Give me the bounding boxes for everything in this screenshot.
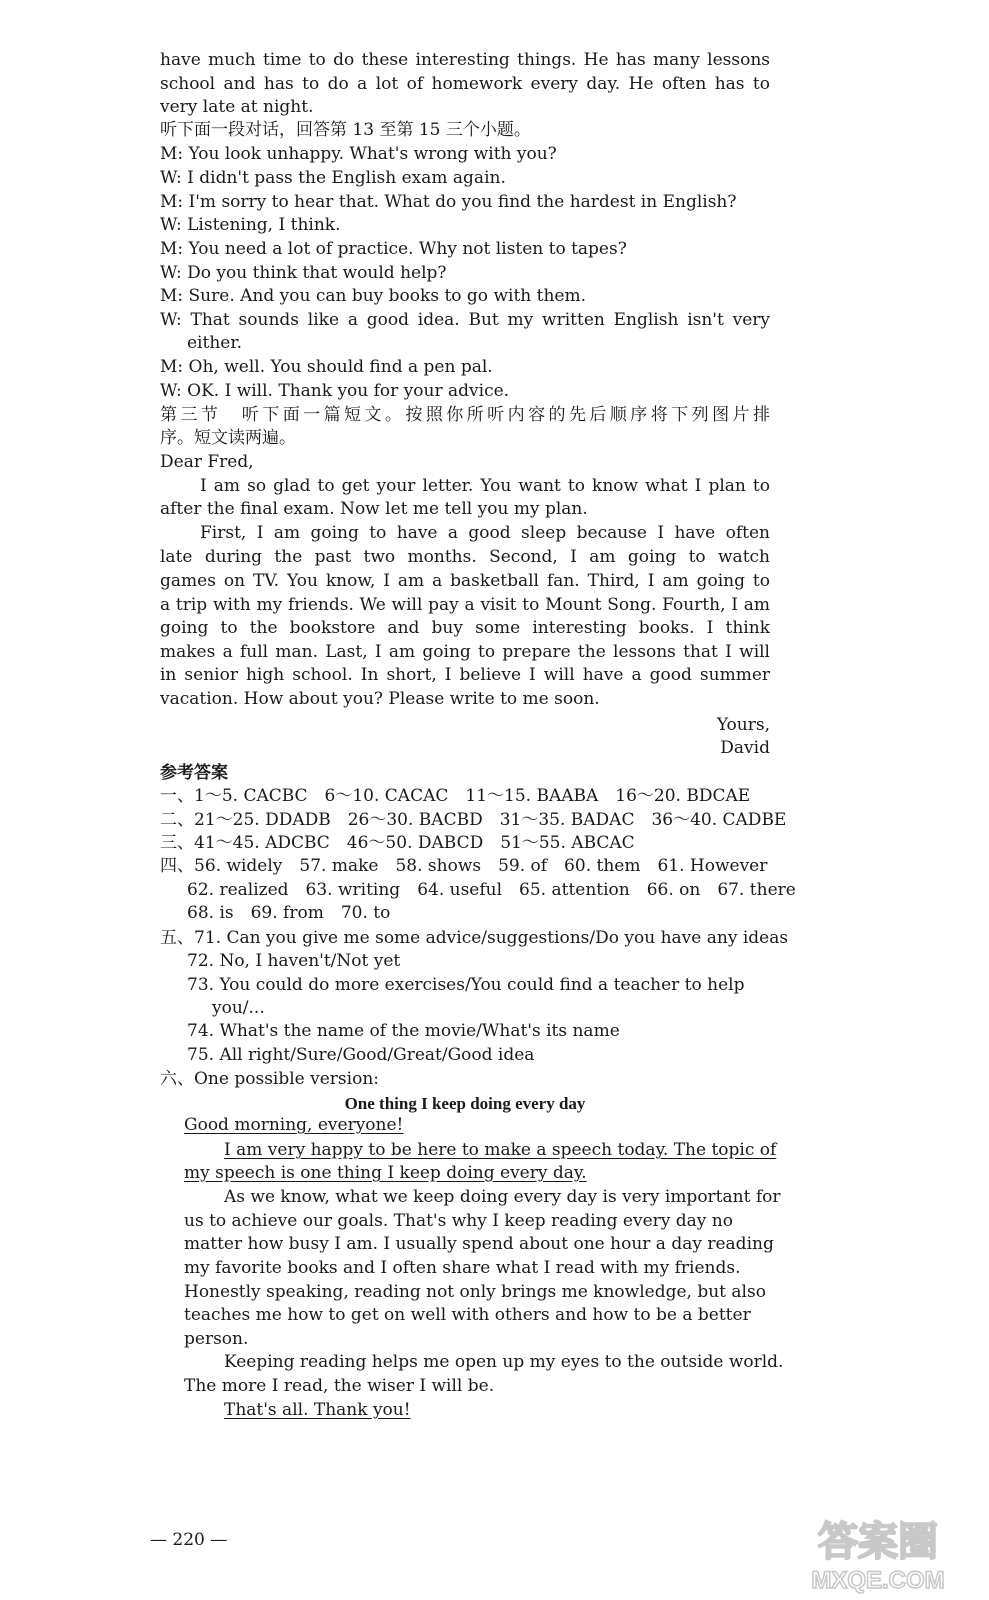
letter-line: First, I am going to have a good sleep because I have often	[200, 523, 770, 543]
letter-closing: Yours,	[716, 715, 770, 735]
essay-line: Good morning, everyone!	[184, 1115, 404, 1135]
essay-line: teaches me how to get on well with others and how to be a better	[184, 1305, 751, 1325]
watermark-logo	[778, 1510, 978, 1595]
letter-line: a trip with my friends. We will pay a visit to Mount Song. Fourth, I am	[160, 595, 770, 615]
answer-line: you/...	[212, 998, 265, 1018]
essay-line: person.	[184, 1329, 249, 1349]
essay-line: my speech is one thing I keep doing every day.	[184, 1163, 587, 1183]
essay-line: I am very happy to be here to make a speech today. The topic of	[224, 1140, 777, 1160]
essay-line: That's all. Thank you!	[224, 1400, 411, 1420]
page-number: — 220 —	[150, 1530, 228, 1550]
letter-signature: David	[720, 738, 770, 758]
answer-line: 74. What's the name of the movie/What's its name	[187, 1021, 620, 1041]
letter-line: games on TV. You know, I am a basketball fan. Third, I am going to	[160, 571, 770, 591]
essay-line: As we know, what we keep doing every day is very important for	[224, 1187, 781, 1207]
essay-line: my favorite books and I often share what I read with my friends.	[184, 1258, 741, 1278]
answer-line: 一、1～5. CACBC 6～10. CACAC 11～15. BAABA 16～20. BDCAE	[160, 786, 751, 806]
dialogue-line: either.	[187, 333, 243, 353]
dialogue-line: W: Listening, I think.	[160, 215, 341, 235]
section-instruction: 第三节 听下面一篇短文。按照你所听内容的先后顺序将下列图片排	[160, 405, 770, 425]
dialogue-line: W: I didn't pass the English exam again.	[160, 168, 506, 188]
letter-line: late during the past two months. Second, I am going to watch	[160, 547, 770, 567]
essay-line: The more I read, the wiser I will be.	[184, 1376, 495, 1396]
dialogue-line: W: That sounds like a good idea. But my written English isn't very	[160, 310, 770, 330]
essay-line: us to achieve our goals. That's why I keep reading every day no	[184, 1211, 733, 1231]
essay-title: One thing I keep doing every day	[344, 1094, 586, 1113]
dialogue-line: M: I'm sorry to hear that. What do you find the hardest in English?	[160, 192, 737, 212]
answers-heading: 参考答案	[160, 763, 228, 783]
essay-line: Keeping reading helps me open up my eyes to the outside world.	[224, 1352, 784, 1372]
dialogue-line: W: Do you think that would help?	[160, 263, 447, 283]
dialogue-line: W: OK. I will. Thank you for your advice.	[160, 381, 510, 401]
svg-text:MXQE.COM: MXQE.COM	[811, 1567, 945, 1594]
answer-line: 62. realized 63. writing 64. useful 65. attention 66. on 67. there	[187, 880, 796, 900]
dialogue-line: M: Oh, well. You should find a pen pal.	[160, 357, 493, 377]
letter-line: I am so glad to get your letter. You want to know what I plan to	[200, 476, 770, 496]
text-line: have much time to do these interesting things. He has many lessons	[160, 50, 770, 70]
dialogue-line: M: Sure. And you can buy books to go with them.	[160, 286, 586, 306]
essay-line: matter how busy I am. I usually spend about one hour a day reading	[184, 1234, 774, 1254]
letter-line: vacation. How about you? Please write to me soon.	[160, 689, 600, 709]
letter-line: after the final exam. Now let me tell you my plan.	[160, 499, 588, 519]
answer-line: 68. is 69. from 70. to	[187, 903, 391, 923]
text-line: school and has to do a lot of homework every day. He often has to	[160, 74, 770, 94]
answer-line: 三、41～45. ADCBC 46～50. DABCD 51～55. ABCAC	[160, 833, 635, 853]
answer-line: 75. All right/Sure/Good/Great/Good idea	[187, 1045, 535, 1065]
dialogue-line: M: You look unhappy. What's wrong with you?	[160, 144, 557, 164]
answer-line: 五、71. Can you give me some advice/suggestions/Do you have any ideas	[160, 928, 789, 948]
section-instruction: 听下面一段对话，回答第 13 至第 15 三个小题。	[160, 120, 531, 140]
letter-greeting: Dear Fred,	[160, 452, 254, 472]
essay-line: Honestly speaking, reading not only brings me knowledge, but also	[184, 1282, 766, 1302]
letter-line: in senior high school. In short, I believe I will have a good summer	[160, 665, 770, 685]
text-line: very late at night.	[160, 97, 314, 117]
answer-line: 四、56. widely 57. make 58. shows 59. of 60. them 61. However	[160, 856, 768, 876]
answer-line: 六、One possible version:	[160, 1069, 379, 1089]
dialogue-line: M: You need a lot of practice. Why not listen to tapes?	[160, 239, 627, 259]
answer-line: 二、21～25. DDADB 26～30. BACBD 31～35. BADAC 36～40. CADBE	[160, 810, 787, 830]
letter-line: going to the bookstore and buy some interesting books. I think	[160, 618, 770, 638]
section-instruction: 序。短文读两遍。	[160, 428, 296, 448]
answer-line: 72. No, I haven't/Not yet	[187, 951, 401, 971]
answer-line: 73. You could do more exercises/You could find a teacher to help	[187, 975, 745, 995]
letter-line: makes a full man. Last, I am going to prepare the lessons that I will	[160, 642, 770, 662]
svg-text:答案圈: 答案圈	[818, 1519, 938, 1565]
